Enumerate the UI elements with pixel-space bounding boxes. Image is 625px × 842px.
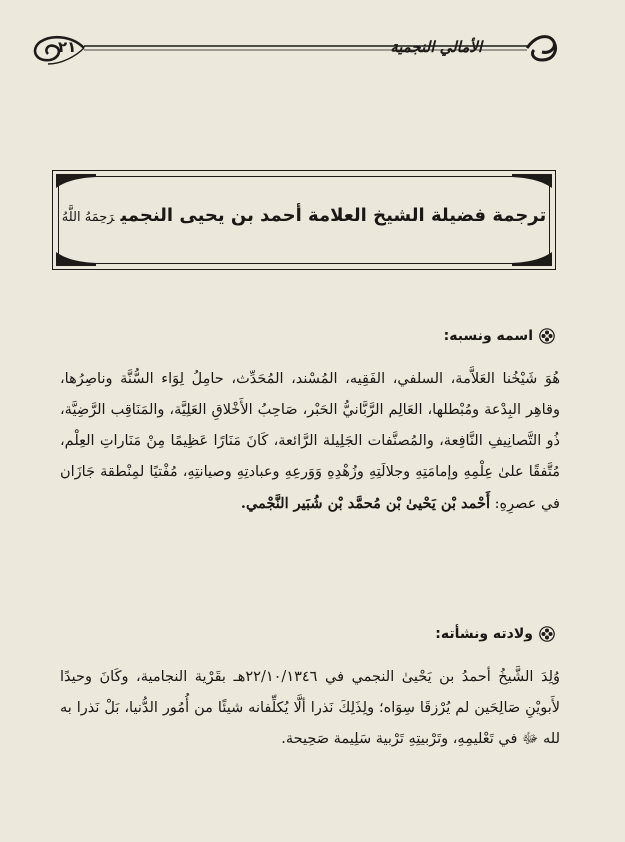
section-heading-text: ولادته ونشأته: <box>435 626 533 642</box>
flower-bullet-icon <box>539 328 555 344</box>
full-name-text: أَحْمد بْن يَحْيىٰ بْن مُحمَّد بْن شُبَير النَّجْمي. <box>240 495 491 512</box>
page-header <box>22 24 562 74</box>
page-number: ٢١ <box>58 38 77 56</box>
chapter-title-text: ترجمة فضيلة الشيخ العلامة أحمد بن يحيى النجمي <box>120 205 547 226</box>
corner-ornament-icon <box>56 174 96 188</box>
flower-bullet-icon <box>539 626 555 642</box>
section-heading-birth <box>435 626 555 642</box>
birth-body-text: وُلِدَ الشَّيخُ أحمدُ بن يَحْيىٰ النجمي في ٢٢/١٠/١٣٤٦هـ بقَرْية النجامية، وكَانَ وحيدًا لأَبويْنِ صَالِحَين لم يُرْزقَا سِوَاه؛ ولِذَلِكَ نَذرا ألَّا يُكلِّفانه شيئًا من أُمُور الدُّنيا، بَلْ نَذرا به لله ﷻ في تَعْليمِهِ، وتَرْبيتِهِ تَرْبية سَلِيمة صَحِيحة. <box>60 669 560 747</box>
section-heading-text: اسمه ونسبه: <box>443 328 533 344</box>
corner-ornament-icon <box>56 252 96 266</box>
running-header-title: الأمالي النجمية <box>390 38 482 56</box>
corner-ornament-icon <box>512 252 552 266</box>
honorific-text: رَحِمَهُ اللَّهُ <box>61 210 115 225</box>
lineage-body-text: هُوَ شَيْخُنا العَلاَّمة، السلفي، الفَقِيه، المُسْند، المُحَدِّث، حامِلُ لِوَاء السُّنَّة وناصِرُها، وقاهِر البِدْعة ومُبْطلها، العَالِم الرَّبَّانيُّ الحَبْر، صَاحِبُ الأَخْلاقِ العَلِيَّة، والمَنَاقِب الرَّضِيَّة، ذُو التَّصانِيفِ النَّافِعة، والمُصنَّفات الجَلِيلة الرَّائعة، كَانَ مَنَارًا عَظِيمًا مِنْ مَنَاراتِ العِلْم، مُتَّفقًا علىٰ عِلْمِهِ وإمامَتِهِ وجلالَتِهِ وزُهْدِهِ وَوَرعِهِ وعبادتِهِ وصيانتِهِ، مُفْتيًا لمِنْطقة جَازَان في عصرِهِ: <box>60 371 560 512</box>
chapter-title <box>53 205 555 226</box>
lineage-paragraph <box>60 364 560 520</box>
title-frame <box>52 170 556 270</box>
birth-paragraph <box>60 662 560 755</box>
section-heading-lineage <box>444 328 555 344</box>
corner-ornament-icon <box>512 174 552 188</box>
